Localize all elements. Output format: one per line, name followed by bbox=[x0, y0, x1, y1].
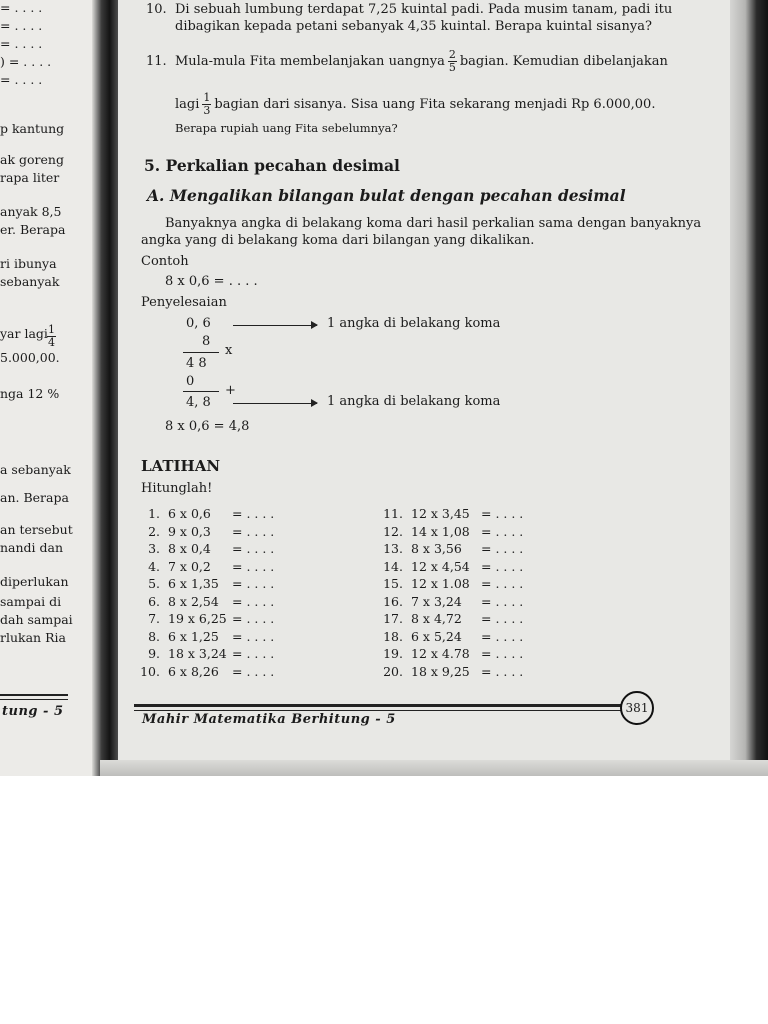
exercise-item bbox=[377, 576, 523, 591]
left-page-line: = . . . . bbox=[0, 18, 43, 33]
arrow-icon bbox=[233, 325, 317, 326]
exercise-number: 7. bbox=[148, 611, 160, 626]
exercise-item bbox=[134, 611, 274, 626]
calc-rule-2 bbox=[183, 391, 219, 392]
exercise-expression: 12 x 1.08 bbox=[411, 576, 470, 591]
exercise-item bbox=[134, 664, 274, 679]
exercise-expression: 18 x 9,25 bbox=[411, 663, 470, 679]
page-number: 381 bbox=[620, 691, 654, 725]
left-page-line: = . . . . bbox=[0, 72, 43, 87]
exercise-number: 18. bbox=[383, 628, 403, 644]
left-page-line: er. Berapa bbox=[0, 222, 66, 237]
exercise-answer-blank: = . . . . bbox=[481, 523, 524, 539]
exercise-answer-blank: = . . . . bbox=[481, 576, 524, 591]
exercise-item bbox=[377, 646, 523, 661]
exercise-expression: 7 x 3,24 bbox=[411, 593, 462, 609]
exercise-answer-blank: = . . . . bbox=[232, 576, 275, 591]
exercise-number: 15. bbox=[383, 576, 403, 591]
exercise-expression: 19 x 6,25 bbox=[168, 611, 227, 626]
exercise-expression: 8 x 4,72 bbox=[411, 611, 462, 626]
calc-partial-product: 4 8 bbox=[186, 356, 207, 371]
left-page-line: yar lagi bbox=[0, 326, 48, 341]
exercise-answer-blank: = . . . . bbox=[481, 663, 524, 679]
left-page-line: diperlukan bbox=[0, 574, 69, 589]
exercise-answer-blank: = . . . . bbox=[481, 541, 524, 556]
exercise-number: 19. bbox=[383, 646, 403, 661]
calc-multiplicand: 0, 6 bbox=[186, 316, 211, 331]
problem-10-line2: dibagikan kepada petani sebanyak 4,35 kuintal. Berapa kuintal sisanya? bbox=[175, 19, 652, 34]
left-page-line: = . . . . bbox=[0, 36, 43, 51]
calc-multiplier: 8 bbox=[202, 334, 211, 349]
exercise-expression: 6 x 1,35 bbox=[168, 576, 219, 591]
left-page-line: anyak 8,5 bbox=[0, 204, 62, 219]
exercise-expression: 6 x 0,6 bbox=[168, 506, 211, 521]
exercise-answer-blank: = . . . . bbox=[232, 628, 275, 644]
footer-rule bbox=[134, 704, 624, 707]
calc-zero-row: 0 bbox=[186, 374, 195, 389]
exercise-answer-blank: = . . . . bbox=[232, 646, 275, 661]
left-page-line: nga 12 % bbox=[0, 386, 60, 401]
exercise-number: 8. bbox=[148, 628, 160, 644]
problem-10-line1: Di sebuah lumbung terdapat 7,25 kuintal padi. Pada musim tanam, padi itu bbox=[175, 2, 673, 17]
left-page-line: an tersebut bbox=[0, 522, 73, 537]
left-page bbox=[0, 0, 100, 776]
left-page-line: ri ibunya bbox=[0, 256, 57, 271]
penyelesaian-label: Penyelesaian bbox=[141, 295, 227, 310]
exercise-item bbox=[134, 576, 274, 591]
times-sign: x bbox=[225, 343, 233, 358]
exercise-number: 14. bbox=[383, 558, 403, 574]
contoh-expression: 8 x 0,6 = . . . . bbox=[165, 274, 258, 289]
exercise-answer-blank: = . . . . bbox=[232, 558, 275, 574]
exercise-number: 6. bbox=[148, 593, 160, 609]
exercise-number: 10. bbox=[140, 663, 160, 679]
exercise-answer-blank: = . . . . bbox=[232, 523, 275, 539]
exercise-item bbox=[377, 559, 523, 574]
contoh-label: Contoh bbox=[141, 254, 189, 269]
left-page-line: rapa liter bbox=[0, 170, 60, 185]
exercise-answer-blank: = . . . . bbox=[481, 558, 524, 574]
exercise-number: 3. bbox=[148, 541, 160, 556]
exercise-expression: 8 x 3,56 bbox=[411, 541, 462, 556]
left-footer-rule bbox=[0, 694, 68, 696]
exercise-number: 5. bbox=[148, 576, 160, 591]
latihan-title: LATIHAN bbox=[141, 457, 221, 475]
section-desc-line2: angka yang di belakang koma dari bilangan yang dikalikan. bbox=[141, 233, 535, 248]
left-page-line: ) = . . . . bbox=[0, 54, 52, 69]
exercise-answer-blank: = . . . . bbox=[232, 541, 275, 556]
exercise-number: 1. bbox=[148, 506, 160, 521]
arrow-icon bbox=[233, 403, 317, 404]
exercise-number: 16. bbox=[383, 593, 403, 609]
exercise-expression: 7 x 0,2 bbox=[168, 558, 211, 574]
left-page-line: rlukan Ria bbox=[0, 630, 66, 645]
left-page-line: a sebanyak bbox=[0, 462, 71, 477]
fraction-one-third: $\frac{1}{3}$ bbox=[203, 90, 211, 117]
exercise-answer-blank: = . . . . bbox=[481, 628, 524, 644]
exercise-expression: 8 x 2,54 bbox=[168, 593, 219, 609]
left-page-line: sampai di bbox=[0, 594, 62, 609]
exercise-expression: 14 x 1,08 bbox=[411, 523, 470, 539]
left-footer-title: tung - 5 bbox=[2, 704, 64, 719]
exercise-expression: 6 x 5,24 bbox=[411, 628, 462, 644]
exercise-item bbox=[377, 611, 523, 626]
exercise-number: 12. bbox=[383, 523, 403, 539]
left-page-fraction: $\frac{1}{4}$ bbox=[48, 323, 55, 349]
exercise-expression: 6 x 8,26 bbox=[168, 663, 219, 679]
problem-11-number: 11. bbox=[146, 54, 167, 69]
exercise-item bbox=[134, 524, 274, 539]
exercise-number: 13. bbox=[383, 541, 403, 556]
calc-final: 8 x 0,6 = 4,8 bbox=[165, 419, 250, 434]
left-page-line: an. Berapa bbox=[0, 490, 69, 505]
exercise-item bbox=[134, 629, 274, 644]
exercise-item bbox=[134, 594, 274, 609]
left-footer-rule-thin bbox=[0, 699, 68, 700]
exercise-number: 4. bbox=[148, 558, 160, 574]
left-page-line: p kantung bbox=[0, 121, 65, 136]
exercise-item bbox=[377, 524, 523, 539]
footer-rule-thin bbox=[134, 710, 624, 711]
exercise-item bbox=[377, 629, 523, 644]
exercise-answer-blank: = . . . . bbox=[232, 506, 275, 521]
section-heading: 5. Perkalian pecahan desimal bbox=[144, 156, 400, 175]
calc-rule-1 bbox=[183, 352, 219, 353]
left-page-line: dah sampai bbox=[0, 612, 73, 627]
footer-book-title: Mahir Matematika Berhitung - 5 bbox=[142, 712, 396, 727]
plus-sign: + bbox=[225, 383, 236, 398]
left-page-line: ak goreng bbox=[0, 152, 64, 167]
exercise-expression: 6 x 1,25 bbox=[168, 628, 219, 644]
exercise-item bbox=[377, 664, 523, 679]
section-desc-line1: Banyaknya angka di belakang koma dari hasil perkalian sama dengan banyaknya bbox=[165, 216, 702, 231]
exercise-item bbox=[377, 594, 523, 609]
calc-result: 4, 8 bbox=[186, 395, 211, 410]
exercise-number: 2. bbox=[148, 523, 160, 539]
left-page-line: nandi dan bbox=[0, 540, 64, 555]
exercise-item bbox=[134, 506, 274, 521]
exercise-item bbox=[377, 541, 523, 556]
problem-11-line1: Mula-mula Fita membelanjakan uangnya $\frac{2}{5}$ bagian. Kemudian dibelanjakan bbox=[175, 47, 668, 74]
exercise-item bbox=[134, 646, 274, 661]
exercise-number: 20. bbox=[383, 663, 403, 679]
exercise-expression: 12 x 4,54 bbox=[411, 558, 470, 574]
exercise-answer-blank: = . . . . bbox=[481, 506, 524, 521]
exercise-answer-blank: = . . . . bbox=[481, 611, 524, 626]
problem-11-line3: Berapa rupiah uang Fita sebelumnya? bbox=[175, 121, 398, 135]
problem-11-line2: lagi $\frac{1}{3}$ bagian dari sisanya. Sisa uang Fita sekarang menjadi Rp 6.000,00. bbox=[175, 90, 656, 117]
fraction-two-fifths: $\frac{2}{5}$ bbox=[448, 47, 456, 74]
exercise-item bbox=[134, 541, 274, 556]
exercise-answer-blank: = . . . . bbox=[481, 593, 524, 609]
exercise-number: 9. bbox=[148, 646, 160, 661]
left-page-line: 5.000,00. bbox=[0, 350, 60, 365]
left-page-line: = . . . . bbox=[0, 0, 43, 15]
exercise-answer-blank: = . . . . bbox=[481, 646, 524, 661]
section-subheading: A. Mengalikan bilangan bulat dengan pecahan desimal bbox=[147, 186, 626, 205]
book-bottom-edge bbox=[100, 760, 768, 776]
calc-note-2: 1 angka di belakang koma bbox=[327, 394, 501, 409]
problem-10-number: 10. bbox=[146, 2, 167, 17]
exercise-answer-blank: = . . . . bbox=[232, 663, 275, 679]
exercise-expression: 18 x 3,24 bbox=[168, 646, 227, 661]
exercise-item bbox=[134, 559, 274, 574]
exercise-answer-blank: = . . . . bbox=[232, 611, 275, 626]
exercise-answer-blank: = . . . . bbox=[232, 593, 275, 609]
book-right-edge bbox=[730, 0, 768, 776]
left-page-line: sebanyak bbox=[0, 274, 60, 289]
exercise-number: 11. bbox=[383, 506, 403, 521]
exercise-expression: 12 x 3,45 bbox=[411, 506, 470, 521]
exercise-item bbox=[377, 506, 523, 521]
latihan-instruction: Hitunglah! bbox=[141, 481, 213, 496]
exercise-expression: 9 x 0,3 bbox=[168, 523, 211, 539]
exercise-expression: 8 x 0,4 bbox=[168, 541, 211, 556]
exercise-number: 17. bbox=[383, 611, 403, 626]
exercise-expression: 12 x 4.78 bbox=[411, 646, 470, 661]
calc-note-1: 1 angka di belakang koma bbox=[327, 316, 501, 331]
